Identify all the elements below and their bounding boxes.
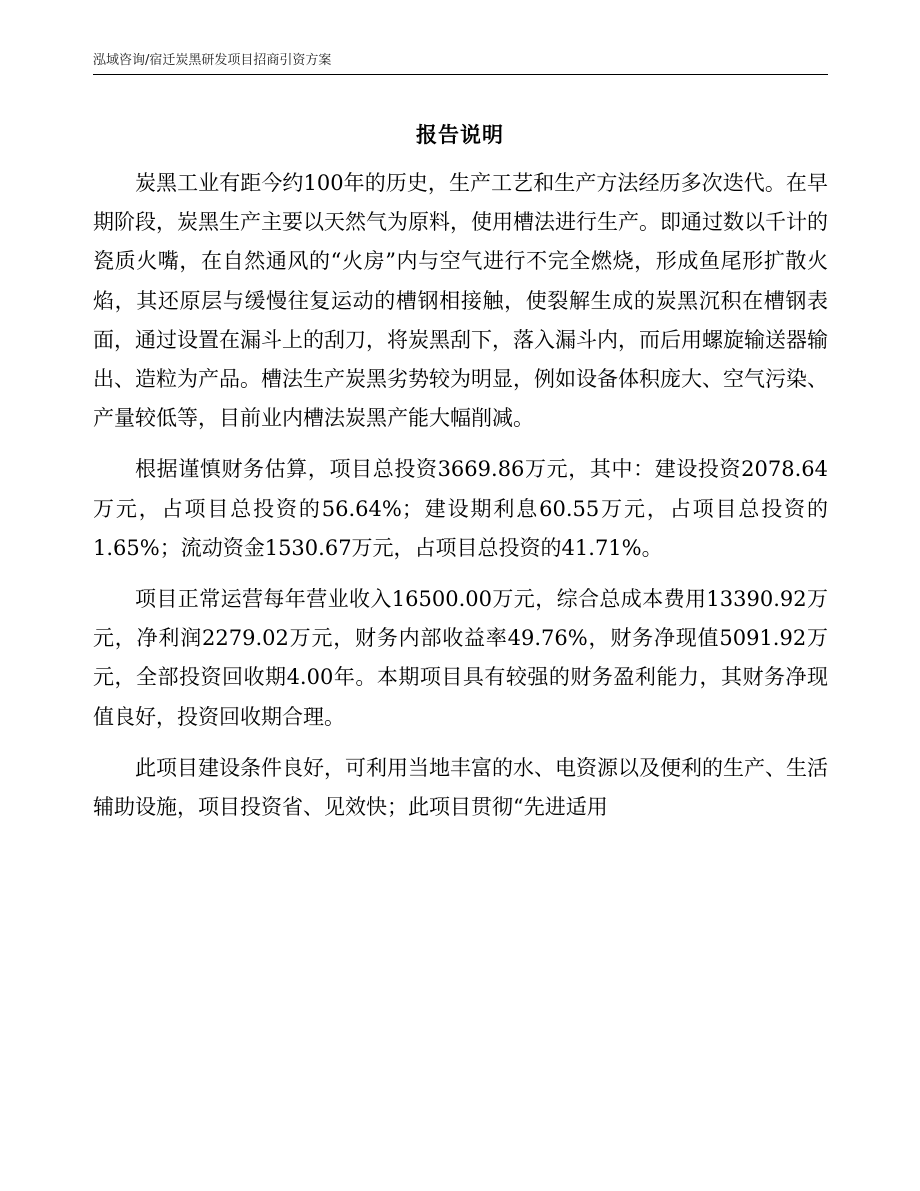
- running-header: 泓域咨询/宿迁炭黑研发项目招商引资方案: [93, 52, 828, 75]
- report-body: [93, 164, 828, 839]
- paragraph-revenue: 项目正常运营每年营业收入16500.00万元，综合总成本费用13390.92万元，净利润2279.02万元，财务内部收益率49.76%，财务净现值5091.92万元，全部投资回收期4.00年。本期项目具有较强的财务盈利能力，其财务净现值良好，投资回收期合理。: [93, 587, 828, 729]
- page-title: 报告说明: [416, 123, 504, 147]
- paragraph-investment: 根据谨慎财务估算，项目总投资3669.86万元，其中：建设投资2078.64万元，占项目总投资的56.64%；建设期利息60.55万元，占项目总投资的1.65%；流动资金1530.67万元，占项目总投资的41.71%。: [93, 457, 828, 560]
- paragraph-conditions: 此项目建设条件良好，可利用当地丰富的水、电资源以及便利的生产、生活辅助设施，项目投资省、见效快；此项目贯彻“先进适用: [93, 755, 828, 820]
- paragraph-history: 炭黑工业有距今约100年的历史，生产工艺和生产方法经历多次迭代。在早期阶段，炭黑生产主要以天然气为原料，使用槽法进行生产。即通过数以千计的瓷质火嘴，在自然通风的“火房”内与空气进行不完全燃烧，形成鱼尾形扩散火焰，其还原层与缓慢往复运动的槽钢相接触，使裂解生成的炭黑沉积在槽钢表面，通过设置在漏斗上的刮刀，将炭黑刮下，落入漏斗内，而后用螺旋输送器输出、造粒为产品。槽法生产炭黑劣势较为明显，例如设备体积庞大、空气污染、产量较低等，目前业内槽法炭黑产能大幅削减。: [93, 171, 828, 431]
